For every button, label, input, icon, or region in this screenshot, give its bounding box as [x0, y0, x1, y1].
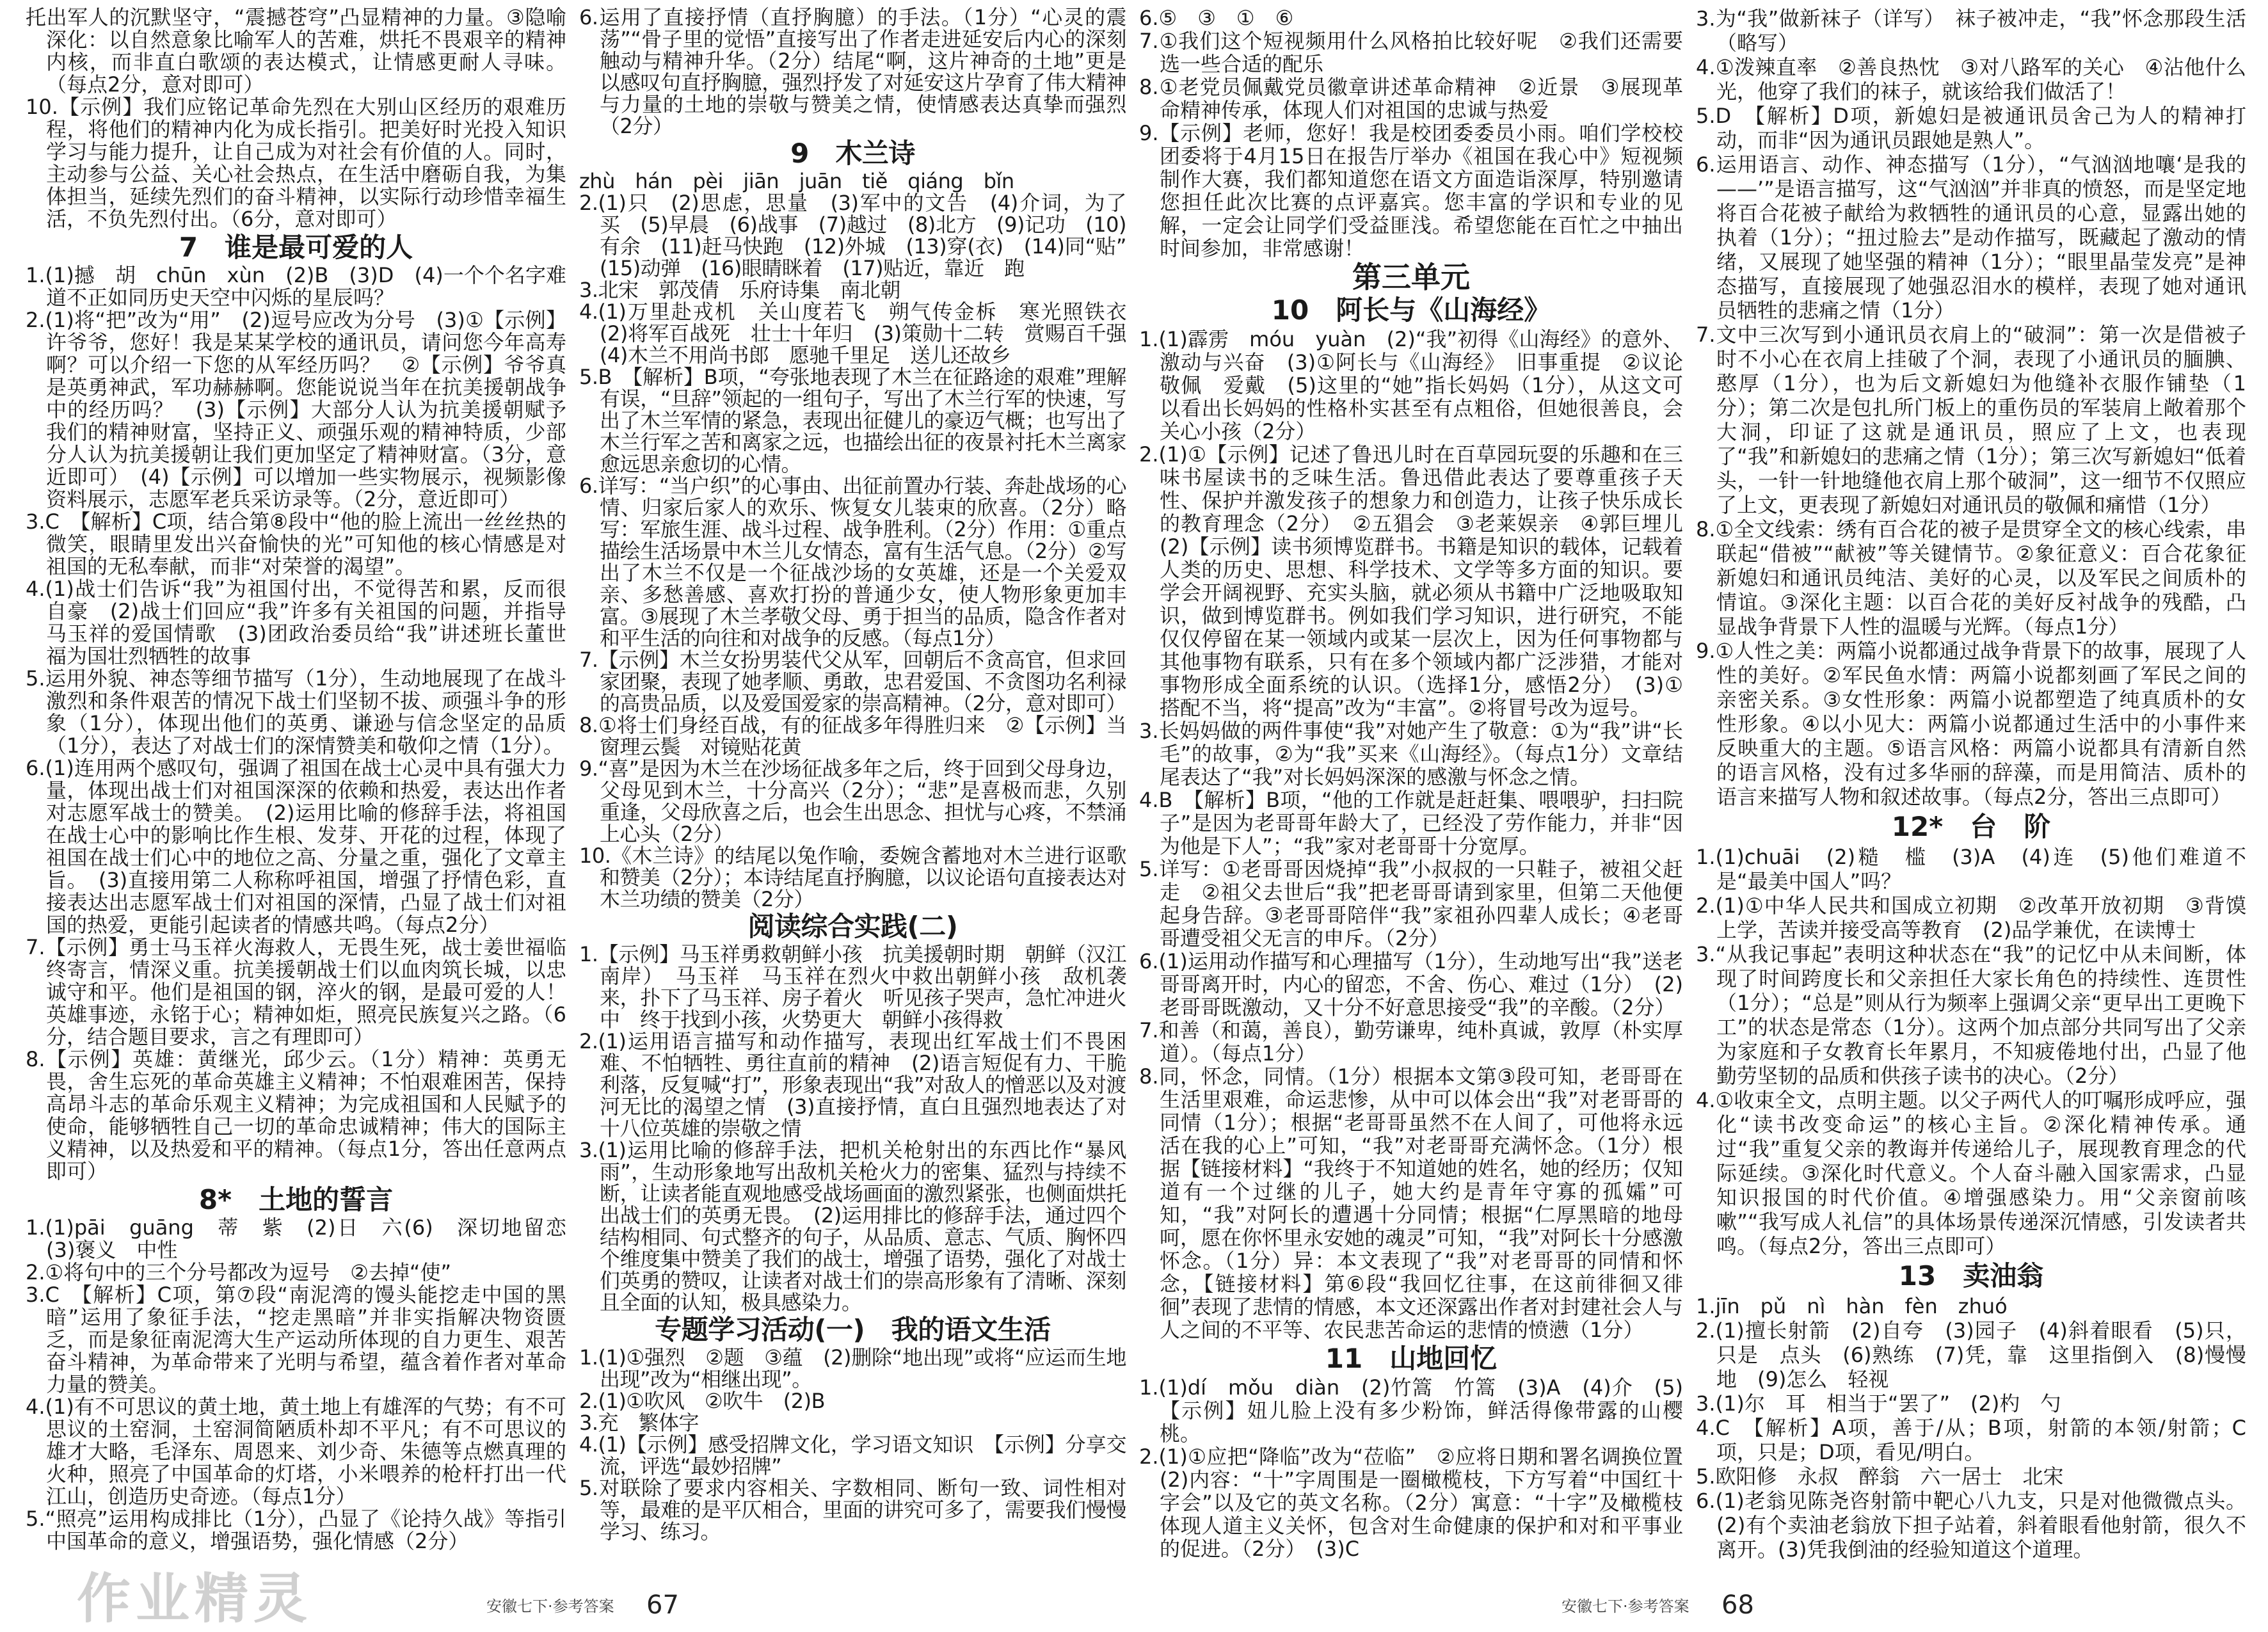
watermark-logo: 作业精灵: [77, 1567, 313, 1630]
answer-item: 6.运用了直接抒情（直抒胸臆）的手法。（1分）“心灵的震荡”“骨子里的觉悟”直接写出了作者走进延安后内心的深刻触动与精神升华。（2分）结尾“啊，这片神奇的土地”更是以感叹句直抒胸臆，强烈抒发了对延安这片孕育了伟大精神与力量的土地的崇敬与赞美之情，使情感表达真挚而强烈（2分）: [579, 5, 1126, 138]
answer-item: 2.(1)①应把“降临”改为“莅临” ②应将日期和署名调换位置 (2)内容：“十”字周围是一圈橄榄枝，下方写着“中国红十字会”以及它的英文名称。（2分）寓意：“十字”及橄榄枝体现人道主义关怀，包含对生命健康的保护和对和平事业的促进。（2分） (3)C: [1139, 1444, 1704, 1561]
answer-item: 3.C 【解析】C项，第⑦段“南泥湾的馒头能挖走中国的黑暗”运用了象征手法，“挖走黑暗”并非实指解决物资匮乏，而是象征南泥湾大生产运动所体现的自力更生、艰苦奋斗精神，为革命带来了光明与希望，蕴含着作者对革命力量的赞美。: [26, 1283, 566, 1396]
footer-label-right: 安徽七下·参考答案: [1561, 1597, 1689, 1615]
answer-item: 9.【示例】老师，您好！我是校团委委员小雨。咱们学校校团委将于4月15日在报告厅举办《祖国在我心中》短视频制作大赛，我们都知道您在语文方面造诣深厚，特别邀请您担任此次比赛的点评嘉宾。您丰富的学识和专业的见解，一定会让同学们受益匪浅。希望您能在百忙之中抽出时间参加，非常感谢！: [1139, 121, 1683, 260]
answer-item: 4.(1)万里赴戎机 关山度若飞 朔气传金柝 寒光照铁衣 (2)将军百战死 壮士十年归 (3)策勋十二转 赏赐百千强 (4)木兰不用尚书郎 愿驰千里足 送儿还故乡: [579, 300, 1147, 367]
answer-item: 3.充 繁体字: [579, 1411, 699, 1435]
answer-item: 3.长妈妈做的两件事使“我”对她产生了敬意：①为“我”讲“长毛”的故事，②为“我”买来《山海经》。（每点1分）文章结尾表达了“我”对长妈妈深深的感激与怀念之情。: [1139, 719, 1683, 789]
answer-item: 8.同，怀念，同情。（1分）根据本文第③段可知，老哥哥在生活里艰难，命运悲惨，从中可以体会出“我”对老哥哥的同情（1分）；根据“老哥哥虽然不在人间了，可他将永远活在我的心上”可知，“我”对老哥哥充满怀念。（1分）根据【链接材料】“我终于不知道她的姓名，她的经历；仅知道有一个过继的儿子，她大约是青年守寡的孤孀”可知，“我”对阿长的遭遇十分同情；根据“仁厚黑暗的地母呵，愿在你怀里永安她的魂灵”可知，“我”对阿长十分感激怀念。（1分）异：本文表现了“我”对老哥哥的同情和怀念，【链接材料】第⑥段“我回忆往事，在这前徘徊又徘徊”表现了悲情的情感，本文还深露出作者对封建社会人与人之间的不平等、农民悲苦命运的悲情的愤懑（1分）: [1139, 1064, 1683, 1342]
answer-item: 3.(1)运用比喻的修辞手法，把机关枪射出的东西比作“暴风雨”，生动形象地写出敌机关枪火力的密集、猛烈与持续不断，让读者能直观地感受战场画面的激烈紧张，也侧面烘托出战士们的英勇无畏。 (2)运用排比的修辞手法，通过四个结构相同、句式整齐的句子，从品质、意志、气质、胸怀四个维度集中赞美了我们的战士，增强了语势，强化了对战士们英勇的赞叹，让读者对战士们的崇高形象有了清晰、深刻且全面的认知，极具感染力。: [579, 1138, 1126, 1315]
answer-item: 5.对联除了要求内容相关、字数相同、断句一致、词性相对等，最难的是平仄相合，里面的讲究可多了，需要我们慢慢学习、练习。: [579, 1476, 1126, 1544]
answer-item: 2.(1)将“把”改为“用” (2)逗号应改为分号 (3)①【示例】许爷爷，您好！我是某某学校的通讯员，请问您今年高寿啊？可以介绍一下您的从军经历吗？ ②【示例】爷爷真是英勇神武，军功赫赫啊。您能说说当年在抗美援朝战争中的经历吗？ (3)【示例】大部分人认为抗美援朝赋予我们的精神财富，坚持正义、顽强乐观的精神特质，少部分人认为抗美援朝让我们更加坚定了精神财富。（3分，意近即可） (4)【示例】可以增加一些实物展示，视频影像资料展示，志愿军老兵采访录等。（2分，意近即可）: [26, 308, 566, 511]
answer-item: 1.(1)pāi guāng 蒂 紫 (2)日 六(6) 深切地留恋 (3)褒义 中性: [26, 1215, 587, 1262]
answer-item: 2.(1)①吹风 ②吹牛 (2)B: [579, 1389, 826, 1413]
column-2: [579, 5, 1147, 1544]
answer-item: 7.和善（和蔼，善良），勤劳谦卑，纯朴真诚，敦厚（朴实厚道）。（每点1分）: [1139, 1018, 1683, 1066]
answer-item: 2.(1)擅长射箭 (2)自夸 (3)园子 (4)斜着眼看 (5)只，只是 点头 (6)熟练 (7)凭，靠 这里指倒入 (8)慢慢地 (9)怎么 轻视: [1696, 1318, 2246, 1391]
answer-item: 2.(1)①中华人民共和国成立初期 ②改革开放初期 ③背馍上学，苦读并接受高等教育 (2)品学兼优，在读博士: [1696, 893, 2246, 942]
answer-item: 6.详写：“当户织”的心事由、出征前置办行装、奔赴战场的心情、归家后家人的欢乐、恢复女儿装束的欣喜。（2分）略写：军旅生涯、战斗过程、战争胜利。（2分）作用：①重点描绘生活场景中木兰儿女情态，富有生活气息。（2分）②写出了木兰不仅是一个征战沙场的女英雄，还是一个关爱双亲、多愁善感、喜欢打扮的普通少女，使人物形象更加丰富。③展现了木兰孝敬父母、勇于担当的品质，隐含作者对和平生活的向往和对战争的反感。（每点1分）: [579, 474, 1126, 650]
section-heading: 9 木兰诗: [790, 138, 915, 169]
page-number-left: 67: [646, 1590, 679, 1620]
answer-item: 4.B 【解析】B项，“他的工作就是赶赶集、喂喂驴，扫扫院子”是因为老哥哥年龄大了，已经没了劳作能力，并非“因为他是下人”；“我”家对老哥哥十分宽厚。: [1139, 788, 1683, 858]
answer-item: 6.运用语言、动作、神态描写（1分），“气汹汹地嚷‘是我的——’”是语言描写，这“气汹汹”并非真的愤怒，而是坚定地将百合花被子献给为救牺牲的通讯员的心意，显露出她的执着（1分）；“扭过脸去”是动作描写，既藏起了激动的情绪，又展现了她坚强的精神（1分）；“眼里晶莹发亮”是神态描写，直接展现了她强忍泪水的模样，表现了她对通讯员牺牲的悲痛之情（1分）: [1696, 152, 2246, 323]
answer-item: 4.①收束全文，点明主题。以父子两代人的叮嘱形成呼应，强化“读书改变命运”的核心主旨。②深化精神传承。通过“我”重复父亲的教诲并传递给儿子，展现教育理念的代际延续。③深化时代意义。个人奋斗融入国家需求，凸显知识报国的时代价值。④增强感染力。用“父亲窗前咳嗽”“我写成人礼信”的具体场景传递深沉情感，引发读者共鸣。（每点2分，答出三点即可）: [1696, 1088, 2246, 1258]
answer-item: 3.为“我”做新袜子（详写） 袜子被冲走，“我”怀念那段生活（略写）: [1696, 6, 2246, 55]
answer-item: 2.①将句中的三个分号都改为逗号 ②去掉“使”: [26, 1260, 452, 1284]
answer-item: 4.(1)有不可思议的黄土地，黄土地上有雄浑的气势；有不可思议的土窑洞，土窑洞简陋质朴却不平凡；有不可思议的雄才大略，毛泽东、周恩来、刘少奇、朱德等点燃真理的火种，照亮了中国革命的灯塔，小米喂养的枪杆打出一代江山，创造历史奇迹。（每点1分）: [26, 1395, 566, 1508]
section-heading: 8* 土地的誓言: [198, 1184, 394, 1215]
answer-item: 9.①人性之美：两篇小说都通过战争背景下的故事，展现了人性的美好。②军民鱼水情：两篇小说都刻画了军民之间的亲密关系。③女性形象：两篇小说都塑造了纯真质朴的女性形象。④以小见大：两篇小说都通过生活中的小事件来反映重大的主题。⑤语言风格：两篇小说都具有清新自然的语言风格，没有过多华丽的辞藻，而是用简洁、质朴的语言来描写人物和叙述故事。（每点2分，答出三点即可）: [1696, 639, 2246, 809]
answer-item: 8.①全文线索：绣有百合花的被子是贯穿全文的核心线索，串联起“借被”“献被”等关键情节。②象征意义：百合花象征新媳妇和通讯员纯洁、美好的心灵，以及军民之间质朴的情谊。③深化主题：以百合花的美好反衬战争的残酷，凸显战争背景下人性的温暖与光辉。（每点1分）: [1696, 517, 2246, 639]
footer-label-left: 安徽七下·参考答案: [486, 1597, 614, 1615]
answer-item: 8.①老党员佩戴党员徽章讲述革命精神 ②近景 ③展现革命精神传承，体现人们对祖国的忠诚与热爱: [1139, 75, 1683, 122]
answer-item: 2.(1)只 (2)思虑，思量 (3)军中的文告 (4)介词，为了 买 (5)早晨 (6)战事 (7)越过 (8)北方 (9)记功 (10)有余 (11)赶马快跑 (12)外城 (13)穿(衣) (14)同“贴” (15)动弹 (16)眼睛眯着 (17)贴近，靠近 跑: [579, 191, 1147, 280]
answer-item: 1.(1)霹雳 móu yuàn (2)“我”初得《山海经》的意外、激动与兴奋 (3)①阿长与《山海经》 旧事重提 ②议论 敬佩 爱戴 (5)这里的“她”指长妈妈（1分），从这文可以看出长妈妈的性格朴实甚至有点粗俗，但她很善良，会关心小孩（2分）: [1139, 327, 1704, 444]
answer-item: 6.(1)老翁见陈尧咨射箭中靶心八九支，只是对他微微点头。(2)有个卖油老翁放下担子站着，斜着眼看他射箭，很久不离开。(3)凭我倒油的经验知道这个道理。: [1696, 1489, 2246, 1562]
answer-item: 7.【示例】木兰女扮男装代父从军，回朝后不贪高官，但求回家团聚，表现了她孝顺、勇敢，忠君爱国、不贪图功名利禄的高贵品质，以及爱国爱家的崇高精神。（2分，意对即可）: [579, 648, 1126, 716]
answer-item: 4.(1)战士们告诉“我”为祖国付出，不觉得苦和累，反而很自豪 (2)战士们回应“我”许多有关祖国的问题，并指导马玉祥的爱国情歌 (3)团政治委员给“我”讲述班长董世福为国壮烈牺牲的故事: [26, 577, 566, 668]
answer-item: 6.⑤ ③ ① ⑥: [1139, 6, 1294, 30]
section-heading: 专题学习活动(一) 我的语文生活: [655, 1314, 1051, 1345]
answer-item: 1.(1)chuāi (2)糙 槛 (3)A (4)连 (5)他们难道不是“最美中国人”吗？: [1696, 845, 2246, 893]
answer-item: 4.①泼辣直率 ②善良热忱 ③对八路军的关心 ④沾他什么光，他穿了我们的袜子，就该给我们做活了！: [1696, 55, 2246, 104]
answer-item: 1.(1)撼 胡 chūn xùn (2)B (3)D (4)一个个名字难道不正如同历史天空中闪烁的星辰吗？: [26, 263, 566, 310]
answer-item: 2.(1)①【示例】记述了鲁迅儿时在百草园玩耍的乐趣和在三味书屋读书的乏味生活。鲁迅借此表达了要尊重孩子天性、保护并激发孩子的想象力和创造力，让孩子快乐成长的教育理念（2分） ②五猖会 ③老莱娱亲 ④郭巨埋儿 (2)【示例】读书须博览群书。书籍是知识的载体，记载着人类的历史、思想、科学技术、文学等多方面的知识。要学会开阔视野、充实头脑，就必须从书籍中广泛地吸取知识，做到博览群书。例如我们学习知识，进行研究，不能仅仅停留在某一领域内或某一层次上，因为任何事物都与其他事物有联系，只有在多个领域内都广泛涉猎，才能对事物形成全面系统的认识。（选择1分，感悟2分） (3)①搭配不当，将“提高”改为“丰富”。②将冒号改为逗号。: [1139, 442, 1704, 720]
answer-item: 6.(1)运用动作描写和心理描写（1分），生动地写出“我”送老哥哥离开时，内心的留恋，不舍、伤心、难过（1分） (2)老哥哥既激动，又十分不好意思接受“我”的辛酸。（2分）: [1139, 949, 1683, 1020]
page-number-right: 68: [1721, 1590, 1754, 1620]
section-heading: 第三单元: [1352, 260, 1470, 294]
answer-item: 10.《木兰诗》的结尾以兔作喻，委婉含蓄地对木兰进行讴歌和赞美（2分）；本诗结尾直抒胸臆，以议论语句直接表达对木兰功绩的赞美（2分）: [579, 844, 1126, 911]
answer-item: 7.【示例】勇士马玉祥火海救人，无畏生死，战士姜世福临终寄言，情深义重。抗美援朝战士们以血肉筑长城，以忠诚守和平。他们是祖国的钢，淬火的钢，是最可爱的人！英雄事迹，永铭于心；精神如炬，照亮民族复兴之路。（6分，结合题目要求，言之有理即可）: [26, 935, 566, 1049]
section-heading: 10 阿长与《山海经》: [1271, 294, 1551, 326]
answer-item: 7.①我们这个短视频用什么风格拍比较好呢 ②我们还需要选一些合适的配乐: [1139, 29, 1683, 76]
answer-item: 3.北宋 郭茂倩 乐府诗集 南北朝: [579, 278, 901, 302]
answer-item: 1.【示例】马玉祥勇救朝鲜小孩 抗美援朝时期 朝鲜（汉江南岸） 马玉祥 马玉祥在烈火中救出朝鲜小孩 敌机袭来，扑下了马玉祥、房子着火 听见孩子哭声，急忙冲进火中 终于找到小孩，火势更大 朝鲜小孩得救: [579, 942, 1126, 1032]
answer-item: 4.C 【解析】A项，善于/从；B项，射箭的本领/射箭；C项，只是；D项，看见/明白。: [1696, 1416, 2246, 1464]
answer-item: 9.“喜”是因为木兰在沙场征战多年之后，终于回到父母身边，父母见到木兰，十分高兴（2分）；“悲”是喜极而悲，久别重逢，父母欣喜之后，也会生出思念、担忧与心疼，不禁涌上心头（2分）: [579, 756, 1126, 846]
answer-item: 5.“照亮”运用构成排比（1分），凸显了《论持久战》等指引中国革命的意义，增强语势，强化情感（2分）: [26, 1507, 566, 1553]
answer-item: 3.C 【解析】C项，结合第⑧段中“他的脸上流出一丝丝热的微笑，眼睛里发出兴奋愉快的光”可知他的核心情感是对祖国的无私奉献，而非“对荣誉的渴望”。: [26, 509, 566, 579]
answer-item: 6.(1)连用两个感叹句，强调了祖国在战士心灵中具有强大力量，体现出战士们对祖国深深的依赖和热爱，表达出作者对志愿军战士的赞美。 (2)运用比喻的修辞手法，将祖国在战士心中的影响比作生根、发芽、开花的过程，体现了祖国在战士们心中的地位之高、分量之重，强化了文章主旨。 (3)直接用第二人称称呼祖国，增强了抒情色彩，直接表达出志愿军战士们对祖国的深情，凸显了战士们对祖国的热爱，更能引起读者的情感共鸣。（每点2分）: [26, 756, 566, 937]
column-4: [1696, 6, 2246, 1562]
answer-item: 7.文中三次写到小通讯员衣肩上的“破洞”：第一次是借被子时不小心在衣肩上挂破了个洞，表现了小通讯员的腼腆、憨厚（1分），也为后文新媳妇为他缝补衣服作铺垫（1分）；第二次是包扎所门板上的重伤员的军装肩上敞着那个大洞，印证了这就是通讯员，照应了上文，也表现了“我”和新媳妇的悲痛之情（1分）；第三次写新媳妇“低着头，一针一针地缝他衣肩上那个破洞”，这一细节不仅照应了上文，更表现了新媳妇对通讯员的敬佩和痛惜（1分）: [1696, 323, 2246, 517]
answer-item: 1.(1)①强烈 ②题 ③蕴 (2)删除“地出现”或将“应运而生地出现”改为“相继出现”。: [579, 1345, 1126, 1391]
answer-item: 8.①将士们身经百战，有的征战多年得胜归来 ②【示例】当窗理云鬓 对镜贴花黄: [579, 713, 1126, 759]
section-heading: 11 山地回忆: [1325, 1343, 1497, 1374]
answer-item: 10.【示例】我们应铭记革命先烈在大别山区经历的艰难历程，将他们的精神内化为成长指引。把美好时光投入知识学习与能力提升，让自己成为对社会有价值的人。同时，主动参与公益、关心社会热点，在生活中磨砺自我，为集体担当，延续先烈们的奋斗精神，以实际行动珍惜幸福生活，不负先烈付出。（6分，意对即可）: [26, 95, 566, 231]
answer-item: 3.(1)尔 耳 相当于“罢了” (2)杓 勺: [1696, 1391, 2061, 1416]
section-heading: 13 卖油翁: [1898, 1260, 2044, 1292]
column-3: [1139, 6, 1704, 1561]
column-1: [26, 5, 587, 1553]
section-heading: 12* 台 阶: [1891, 811, 2051, 842]
answer-item: 3.“从我记事起”表明这种状态在“我”的记忆中从未间断，体现了时间跨度长和父亲担任大家长角色的持续性、连贯性（1分）；“总是”则从行为频率上强调父亲“更早出工更晚下工”的状态是常态（1分）。这两个加点部分共同写出了父亲为家庭和子女教育长年累月，不知疲倦地付出，凸显了他勤劳坚韧的品质和供孩子读书的决心。（2分）: [1696, 942, 2246, 1088]
answer-item: 2.(1)运用语言描写和动作描写，表现出红军战士们不畏困难、不怕牺牲、勇往直前的精神 (2)语言短促有力、干脆利落，反复喊“打”，形象表现出“我”对敌人的憎恶以及对渡河无比的渴望之情 (3)直接抒情，直白且强烈地表达了对十八位英雄的崇敬之情: [579, 1029, 1126, 1140]
answer-item: 5.运用外貌、神态等细节描写（1分），生动地展现了在战斗激烈和条件艰苦的情况下战士们坚韧不拔、顽强斗争的形象（1分），体现出他们的英勇、谦逊与信念坚定的品质（1分），表达了对战士们的深情赞美和敬仰之情（1分）。: [26, 666, 566, 758]
answer-item: zhù hán pèi jiān juān tiě qiáng bǐn: [579, 169, 1014, 193]
answer-item: 8.【示例】英雄：黄继光，邱少云。（1分）精神：英勇无畏，舍生忘死的革命英雄主义精神；不怕艰难困苦，保持高昂斗志的革命乐观主义精神；为完成祖国和人民赋予的使命，能够牺牲自己一切的革命忠诚精神；伟大的国际主义精神，以及热爱和平的精神。（每点1分，答出任意两点即可）: [26, 1047, 566, 1183]
section-heading: 阅读综合实践(二): [747, 911, 958, 942]
answer-item: 托出军人的沉默坚守，“震撼苍穹”凸显精神的力量。③隐喻深化：以自然意象比喻军人的苦难，烘托不畏艰辛的精神内核，而非直白歌颂的表达模式，让情感更耐人寻味。（每点2分，意对即可）: [26, 5, 566, 97]
answer-item: 5.B 【解析】B项，“夸张地表现了木兰在征路途的艰难”理解有误，“旦辞”领起的一组句子，写出了木兰行军的快速，写出了木兰军情的紧急，表现出征健儿的豪迈气概；也写出了木兰行军之苦和离家之远，也描绘出征的夜景衬托木兰离家愈远思亲愈切的心情。: [579, 365, 1126, 476]
answer-item: 4.(1)【示例】感受招牌文化，学习语文知识 【示例】分享交流，评选“最妙招牌”: [579, 1432, 1126, 1478]
answer-item: 5.欧阳修 永叔 醉翁 六一居士 北宋: [1696, 1464, 2064, 1489]
section-heading: 7 谁是最可爱的人: [179, 232, 413, 263]
answer-item: 1.jīn pǔ nì hàn fèn zhuó: [1696, 1294, 2008, 1318]
answer-item: 5.D 【解析】D项，新媳妇是被通讯员舍己为人的精神打动，而非“因为通讯员跟她是熟人”。: [1696, 104, 2246, 152]
answer-item: 1.(1)dí mǒu diàn (2)竹篙 竹篙 (3)A (4)介 (5)【示例】妞儿脸上没有多少粉饰，鲜活得像带露的山樱桃。: [1139, 1375, 1683, 1446]
answer-item: 5.详写：①老哥哥因烧掉“我”小叔叔的一只鞋子，被祖父赶走 ②祖父去世后“我”把老哥哥请到家里，但第二天他便起身告辞。③老哥哥陪伴“我”家祖孙四辈人成长；④老哥哥遭受祖父无言的申斥。（2分）: [1139, 857, 1683, 950]
